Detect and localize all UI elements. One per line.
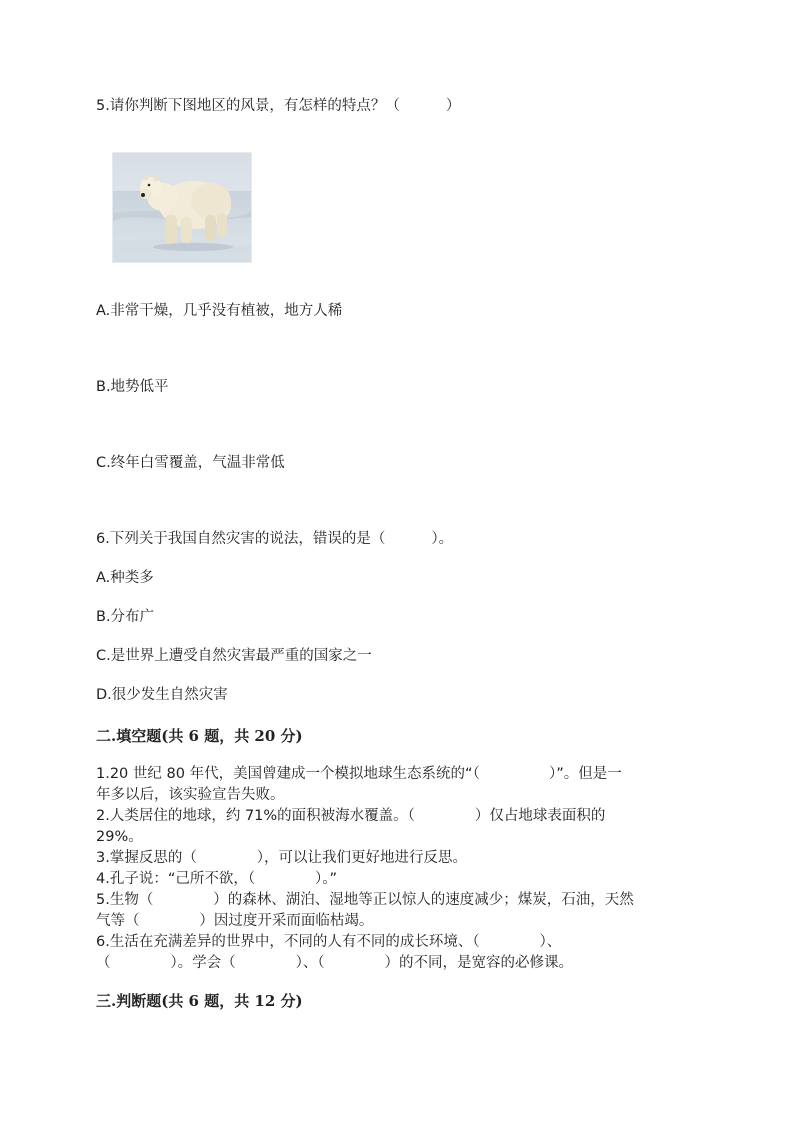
question-6-option-d: D.很少发生自然灾害 xyxy=(96,687,228,703)
fill-line-2: 年多以后，该实验宣告失败。 xyxy=(96,787,285,803)
fill-line-10: （ ）。学会（ ）、（ ）的不同，是宽容的必修课。 xyxy=(96,955,574,971)
question-5-option-b: B.地势低平 xyxy=(96,379,169,395)
polar-bear-image xyxy=(113,153,251,262)
question-6-option-b: B.分布广 xyxy=(96,609,155,625)
section-2-title: 二.填空题(共 6 题，共 20 分) xyxy=(96,727,303,745)
fill-line-9: 6.生活在充满差异的世界中，不同的人有不同的成长环境、（ ）、 xyxy=(96,934,562,950)
fill-line-5: 3.掌握反思的（ ），可以让我们更好地进行反思。 xyxy=(96,850,468,866)
fill-line-6: 4.孔子说：“己所不欲，（ ）。” xyxy=(96,871,338,887)
question-5-stem: 5.请你判断下图地区的风景，有怎样的特点？（ ） xyxy=(96,98,461,114)
polar-bear-photo xyxy=(112,152,252,263)
fill-line-3: 2.人类居住的地球，约 71%的面积被海水覆盖。（ ）仅占地球表面积的 xyxy=(96,808,606,824)
question-6-option-a: A.种类多 xyxy=(96,570,154,586)
question-6-stem: 6.下列关于我国自然灾害的说法，错误的是（ ）。 xyxy=(96,531,454,547)
fill-line-4: 29%。 xyxy=(96,829,143,845)
question-5-option-c: C.终年白雪覆盖，气温非常低 xyxy=(96,455,285,471)
fill-line-7: 5.生物（ ）的森林、湖泊、湿地等正以惊人的速度减少；煤炭，石油，天然 xyxy=(96,892,634,908)
section-3-title: 三.判断题(共 6 题，共 12 分) xyxy=(96,992,303,1010)
fill-line-8: 气等（ ）因过度开采而面临枯竭。 xyxy=(96,913,374,929)
question-5-option-a: A.非常干燥，几乎没有植被，地方人稀 xyxy=(96,303,343,319)
question-6-option-c: C.是世界上遭受自然灾害最严重的国家之一 xyxy=(96,648,372,664)
fill-line-1: 1.20 世纪 80 年代，美国曾建成一个模拟地球生态系统的“（ ）”。但是一 xyxy=(96,766,622,782)
